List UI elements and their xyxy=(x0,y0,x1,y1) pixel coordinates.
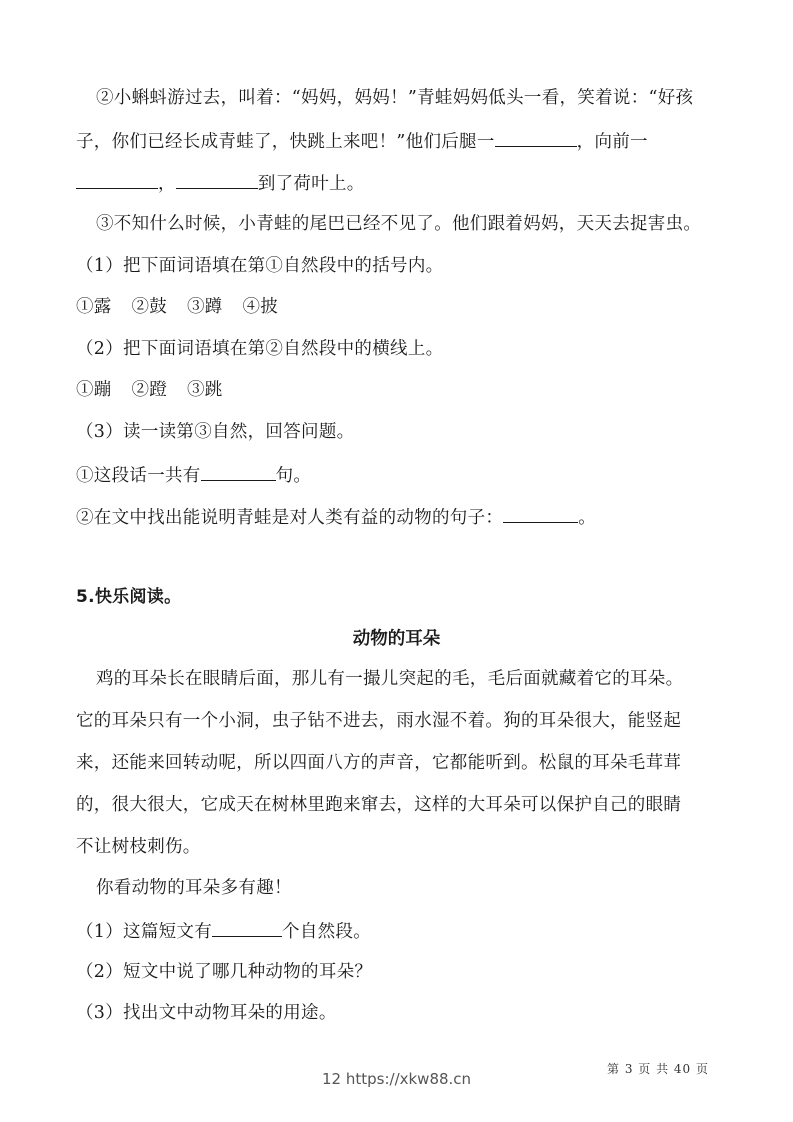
para2-line3-comma: ， xyxy=(158,174,176,194)
question-1-options xyxy=(76,295,292,319)
para2-line2-text-b: ，向前一 xyxy=(576,132,648,152)
para2-line3-text: 到了荷叶上。 xyxy=(257,174,365,194)
page-number: 第 3 页 共 40 页 xyxy=(607,1062,709,1076)
answer-blank[interactable] xyxy=(212,918,282,937)
option-3: ③跳 xyxy=(186,380,223,400)
option-2: ②蹬 xyxy=(131,380,168,400)
section5-question-1 xyxy=(76,918,371,944)
q3-sub1-text: ①这段话一共有 xyxy=(76,466,201,486)
question-2-options xyxy=(76,378,237,402)
passage-para2-line2 xyxy=(76,128,648,154)
question-1: （1）把下面词语填在第①自然段中的括号内。 xyxy=(76,256,444,276)
option-2: ②鼓 xyxy=(131,297,168,317)
passage-line-1: 鸡的耳朵长在眼睛后面，那儿有一撮儿突起的毛，毛后面就藏着它的耳朵。 xyxy=(96,669,684,689)
answer-blank[interactable] xyxy=(495,128,577,147)
q3-sub1-end: 句。 xyxy=(275,466,312,486)
question-3: （3）读一读第③自然，回答问题。 xyxy=(76,422,355,442)
passage-title: 动物的耳朵 xyxy=(352,629,441,649)
section-5-heading: 5.快乐阅读。 xyxy=(76,587,182,607)
answer-blank[interactable] xyxy=(176,170,258,189)
passage-line-2: 它的耳朵只有一个小洞，虫子钻不进去，雨水湿不着。狗的耳朵很大，能竖起 xyxy=(76,711,682,731)
option-1: ①蹦 xyxy=(76,380,112,400)
question-2: （2）把下面词语填在第②自然段中的横线上。 xyxy=(76,339,444,359)
passage-line-3: 来，还能来回转动呢，所以四面八方的声音，它都能听到。松鼠的耳朵毛茸茸 xyxy=(76,753,682,773)
answer-blank[interactable] xyxy=(201,462,276,481)
s5-q1-text: （1）这篇短文有 xyxy=(76,922,213,942)
watermark-url: 12 https://xkw88.cn xyxy=(322,1070,472,1088)
q3-sub2-end: 。 xyxy=(578,508,597,528)
question-3-sub1 xyxy=(76,462,311,488)
section5-question-2: （2）短文中说了哪几种动物的耳朵？ xyxy=(76,962,373,982)
option-4: ④披 xyxy=(242,297,279,317)
passage-closing: 你看动物的耳朵多有趣！ xyxy=(96,878,292,898)
question-3-sub2 xyxy=(76,504,596,530)
q3-sub2-text: ②在文中找出能说明青蛙是对人类有益的动物的句子： xyxy=(76,508,504,528)
passage-para2-line1: ②小蝌蚪游过去，叫着：“妈妈，妈妈！”青蛙妈妈低头一看，笑着说：“好孩 xyxy=(96,88,694,108)
answer-blank[interactable] xyxy=(76,170,158,189)
option-1: ①露 xyxy=(76,297,112,317)
passage-line-5: 不让树枝刺伤。 xyxy=(76,837,201,857)
answer-blank[interactable] xyxy=(503,504,578,523)
passage-para2-line3 xyxy=(76,170,365,196)
passage-line-4: 的，很大很大，它成天在树林里跑来窜去，这样的大耳朵可以保护自己的眼睛 xyxy=(76,795,682,815)
para2-line2-text-a: 子，你们已经长成青蛙了，快跳上来吧！”他们后腿一 xyxy=(76,132,495,152)
passage-para3: ③不知什么时候，小青蛙的尾巴已经不见了。他们跟着妈妈，天天去捉害虫。 xyxy=(96,214,702,234)
option-3: ③蹲 xyxy=(186,297,223,317)
s5-q1-end: 个自然段。 xyxy=(282,922,372,942)
section5-question-3: （3）找出文中动物耳朵的用途。 xyxy=(76,1003,337,1023)
